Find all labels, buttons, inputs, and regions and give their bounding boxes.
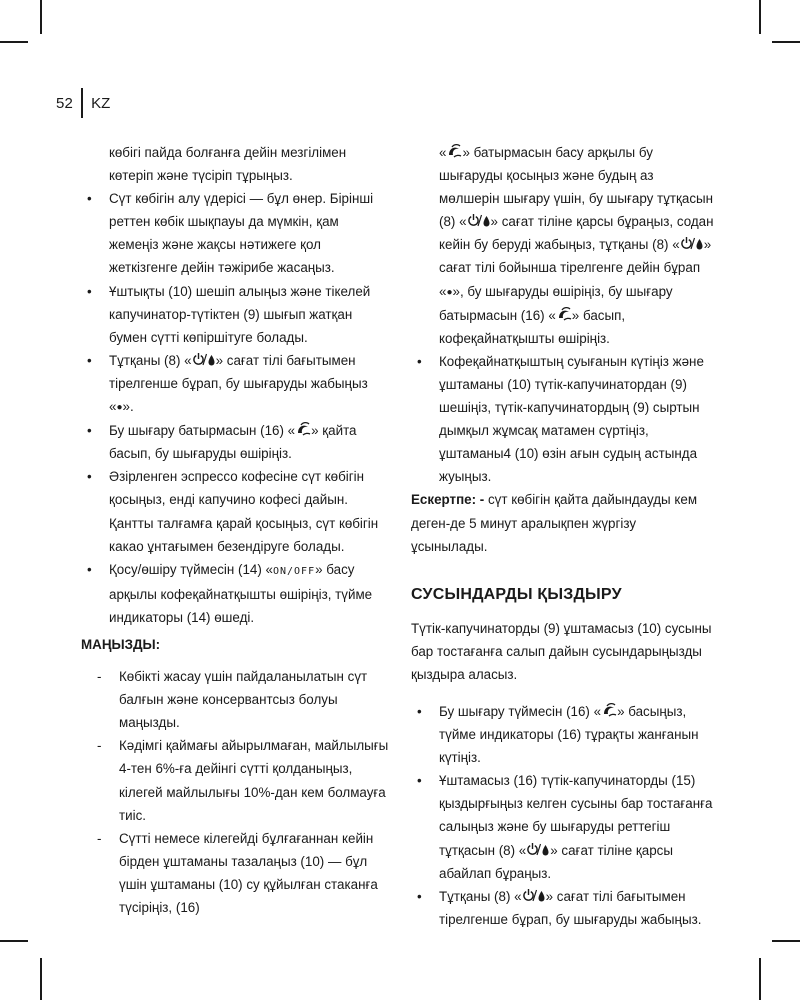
text: » сағат тілі бағытымен тірелгенше бұрап, бу шығаруды жабыңыз. bbox=[439, 888, 702, 927]
list-item bbox=[411, 769, 716, 884]
text: » басыңыз, түйме индикаторы (16) тұрақты жанғанын күтіңіз. bbox=[439, 703, 699, 766]
list-item bbox=[81, 349, 392, 419]
bullet-list bbox=[411, 700, 716, 931]
text: » сағат тілі бағытымен тірелгенше бұрап, бу шығаруды жабыңыз « bbox=[109, 352, 368, 415]
list-item: • Әзірленген эспрессо кофесіне сүт көбігін қосыңыз, енді капучино кофесі дайын. Қантты талғамға қарай қосыңыз, сүт көбігін какао ұнтағымен безендіруге болады. bbox=[81, 465, 392, 557]
text: « bbox=[439, 145, 447, 160]
note-text: сүт көбігін қайта дайындауды кем деген-де 5 минут аралықпен жүргізу ұсынылады. bbox=[411, 492, 698, 554]
page-number: 52 bbox=[56, 94, 74, 112]
text: » сағат тілі бойынша тірелгенге дейін бұрап « bbox=[439, 237, 712, 299]
crop-mark bbox=[40, 958, 42, 1000]
power-drop-icon bbox=[467, 213, 491, 228]
list-item: • Ұштықты (10) шешіп алыңыз және тікелей капучинатор-түтіктен (9) шығып жатқан бумен сүтті көпіршітуге болады. bbox=[81, 280, 392, 349]
dash-list bbox=[81, 665, 392, 919]
bullet-list bbox=[411, 350, 716, 489]
note-label: Ескертпе: - bbox=[411, 492, 485, 508]
text: Бу шығару түймесін (16) « bbox=[439, 703, 602, 719]
list-item bbox=[411, 700, 716, 769]
bullet-list bbox=[81, 187, 392, 629]
crop-mark bbox=[772, 41, 800, 43]
power-drop-icon bbox=[680, 236, 704, 251]
text: » қайта басып, бу шығаруды өшіріңіз. bbox=[109, 423, 357, 462]
section-title: СУСЫНДАРДЫ ҚЫЗДЫРУ bbox=[411, 585, 622, 603]
list-item bbox=[411, 885, 716, 931]
closed-position-dot: ● bbox=[446, 286, 453, 298]
steam-knob-icon bbox=[446, 143, 462, 159]
list-item: - Сүтті немесе кілегейді бұлғағаннан кейін бірден ұштаманы тазалаңыз (10) — бұл үшін ұштаманы (10) су құйылған стаканға түсіріңіз, (16) bbox=[81, 827, 392, 919]
paragraph bbox=[411, 141, 716, 350]
text: ». bbox=[122, 399, 134, 415]
power-drop-icon bbox=[192, 352, 216, 367]
text: » батырмасын басу арқылы бу шығаруды қосыңыз және будың аз мөлшерін шығару үшін, бу шығару тұтқасын (8) « bbox=[439, 145, 714, 230]
steam-knob-icon bbox=[295, 421, 311, 437]
language-code: KZ bbox=[91, 94, 111, 112]
list-item: - Кәдімгі қаймағы айырылмаған, майлылығы 4-тен 6%-ға дейінгі сүтті қолданыңыз, кілегей майлылығы 10%-дан кем болмауға тиіс. bbox=[81, 734, 392, 826]
note bbox=[411, 488, 716, 557]
text: Ұштамасыз (16) түтік-капучинаторды (15) қыздырғыңыз келген сусыны бар тостағанға салыңыз және бу шығаруды реттегіш тұтқасын (8) « bbox=[439, 773, 713, 858]
text: Тұтқаны (8) « bbox=[109, 352, 192, 368]
crop-mark bbox=[759, 958, 761, 1000]
paragraph: Түтік-капучинаторды (9) ұштамасыз (10) сусыны бар тостағанға салып дайын сусындарыңызды қыздыра аласыз. bbox=[411, 620, 712, 682]
crop-mark bbox=[0, 940, 28, 942]
crop-mark bbox=[0, 41, 28, 43]
page-header bbox=[56, 88, 110, 118]
steam-knob-icon bbox=[601, 702, 617, 718]
list-item: - Көбікті жасау үшін пайдаланылатын сүт балғын және консервантсыз болуы маңызды. bbox=[81, 665, 392, 734]
important-heading: МАҢЫЗДЫ: bbox=[81, 636, 161, 652]
paragraph: көбігі пайда болғанға дейін мезгілімен көтеріп және түсіріп тұрыңыз. bbox=[109, 145, 347, 184]
text: Бу шығару батырмасын (16) « bbox=[109, 423, 296, 439]
text: », бу шығаруды өшіріңіз, бу шығару батырмасын (16) « bbox=[439, 283, 673, 323]
list-item: • Кофеқайнатқыштың суығанын күтіңіз және ұштаманы (10) түтік-капучинатордан (9) шешіңіз, түтік-капучинатордың (9) сыртын дымқыл жұмсақ матамен сүртіңіз, ұштаманы4 (10) өзін ағын судың астында жуыңыз. bbox=[411, 350, 716, 489]
crop-mark bbox=[40, 0, 42, 34]
crop-mark bbox=[759, 0, 761, 34]
list-item bbox=[81, 558, 392, 629]
list-item bbox=[81, 419, 392, 465]
closed-position-dot: ● bbox=[116, 402, 123, 414]
crop-mark bbox=[772, 940, 800, 942]
left-column bbox=[81, 141, 392, 919]
text: » басу арқылы кофеқайнатқышты өшіріңіз, түйме индикаторы (14) өшеді. bbox=[109, 561, 373, 625]
power-drop-icon bbox=[522, 888, 546, 903]
text: Қосу/өшіру түймесін (14) « bbox=[109, 561, 273, 577]
text: » сағат тіліне қарсы абайлап бұраңыз. bbox=[439, 842, 673, 881]
on-off-button-label: ON/OFF bbox=[272, 565, 316, 577]
right-column bbox=[411, 141, 716, 931]
steam-knob-icon bbox=[556, 306, 572, 322]
text: Тұтқаны (8) « bbox=[439, 888, 522, 904]
text: » сағат тіліне қарсы бұраңыз, содан кейін бу беруді жабыңыз, тұтқаны (8) « bbox=[439, 214, 714, 253]
power-drop-icon bbox=[526, 842, 550, 857]
text: » басып, кофеқайнатқышты өшіріңіз. bbox=[439, 307, 626, 346]
list-item: • Сүт көбігін алу үдерісі — бұл өнер. Бірінші реттен көбік шықпауы да мүмкін, қам жемеңіз және жақсы нәтижеге қол жеткізгенге дейін тәжірибе жасаңыз. bbox=[81, 187, 392, 279]
